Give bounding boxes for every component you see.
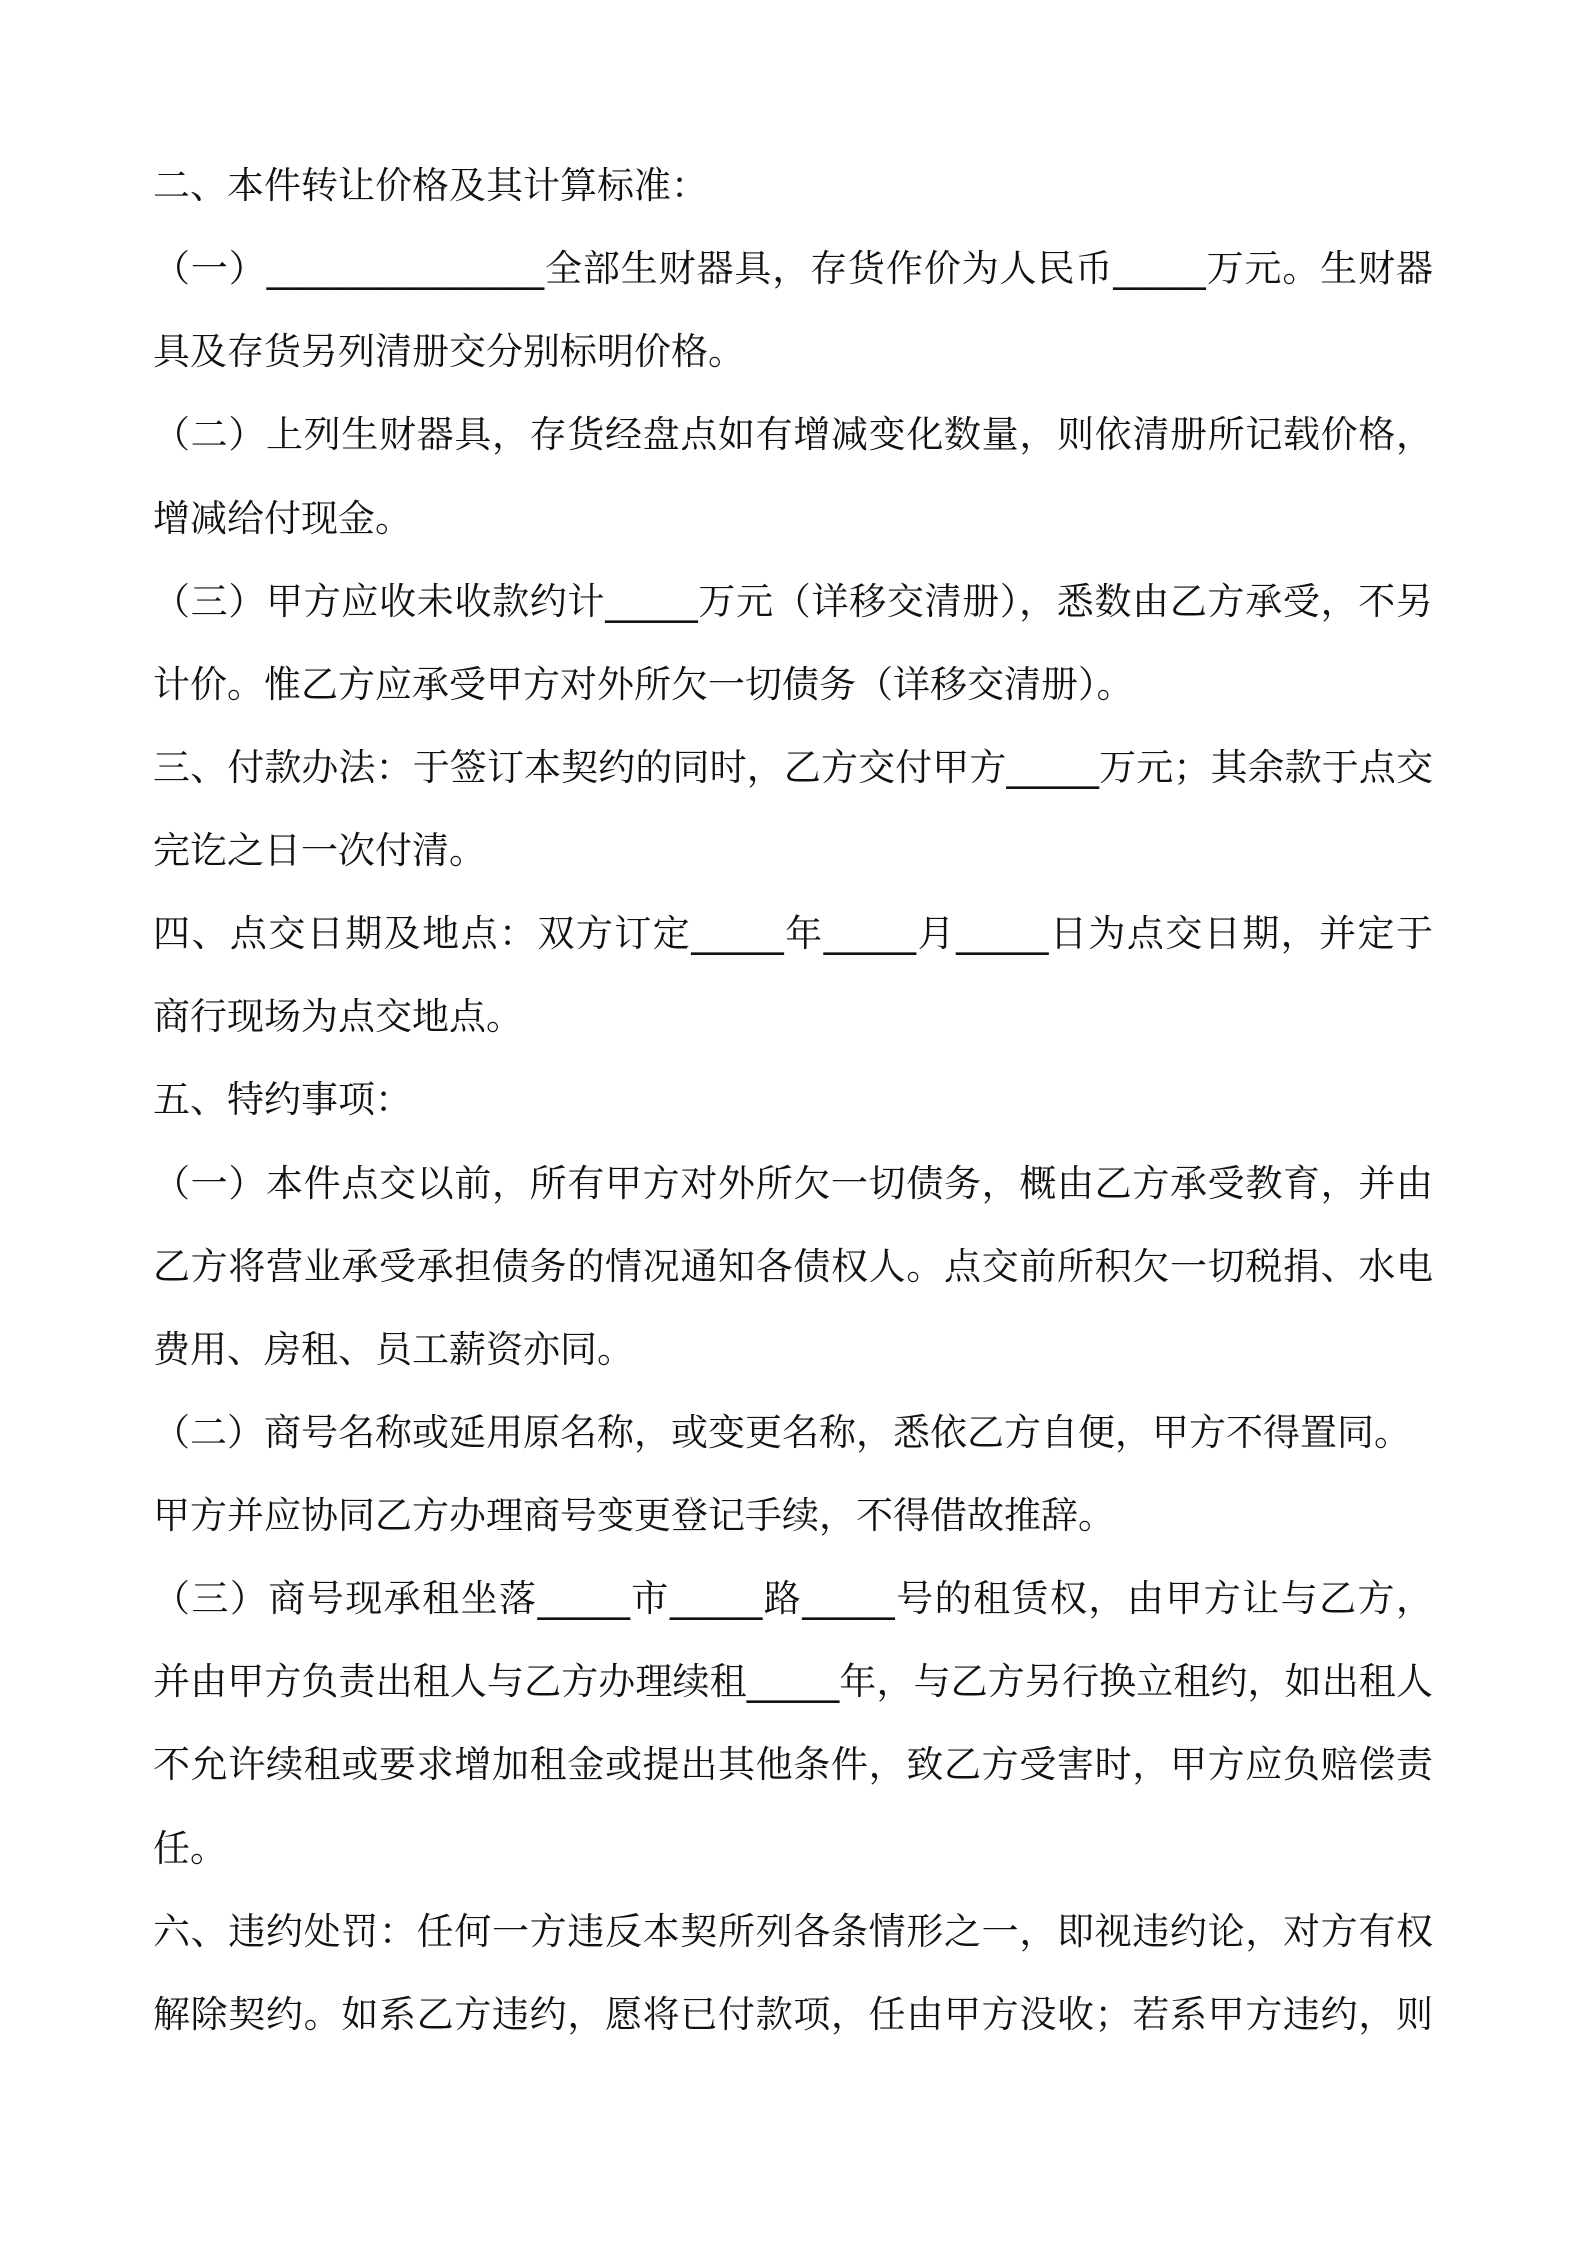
pricing-clause-3-line: 计价。惟乙方应承受甲方对外所欠一切债务（详移交清册）。 xyxy=(153,662,1134,706)
special-terms-heading: 五、特约事项： xyxy=(153,1078,412,1122)
pricing-clause-2-line: 增减给付现金。 xyxy=(153,496,412,540)
breach-penalty-section-line: 解除契约。如系乙方违约，愿将已付款项，任由甲方没收；若系甲方违约，则 xyxy=(153,1992,1433,2036)
pricing-clause-1-line: （一）_______________全部生财器具，存货作价为人民币_____万元。生财器 xyxy=(153,247,1433,291)
breach-penalty-section-line: 六、违约处罚：任何一方违反本契所列各条情形之一，即视违约论，对方有权 xyxy=(153,1909,1433,1953)
pricing-section-heading: 二、本件转让价格及其计算标准： xyxy=(153,164,708,207)
special-terms-clause-2-line: 甲方并应协同乙方办理商号变更登记手续，不得借故推辞。 xyxy=(153,1494,1115,1537)
special-terms-clause-3-line: 不允许续租或要求增加租金或提出其他条件，致乙方受害时，甲方应负赔偿责 xyxy=(153,1743,1433,1787)
pricing-clause-2-line: （二）上列生财器具，存货经盘点如有增减变化数量，则依清册所记载价格， xyxy=(153,413,1433,457)
handover-section-line: 商行现场为点交地点。 xyxy=(153,995,523,1039)
special-terms-clause-1-line: 乙方将营业承受承担债务的情况通知各债权人。点交前所积欠一切税捐、水电 xyxy=(153,1244,1433,1288)
special-terms-clause-1-line: （一）本件点交以前，所有甲方对外所欠一切债务，概由乙方承受教育，并由 xyxy=(153,1161,1433,1205)
payment-section-line: 完讫之日一次付清。 xyxy=(153,829,486,872)
special-terms-clause-3-line: 任。 xyxy=(153,1826,227,1870)
contract-body xyxy=(153,144,1433,2056)
pricing-clause-3-line: （三）甲方应收未收款约计_____万元（详移交清册），悉数由乙方承受，不另 xyxy=(153,579,1433,623)
special-terms-clause-3-line: 并由甲方负责出租人与乙方办理续租_____年，与乙方另行换立租约，如出租人 xyxy=(153,1660,1433,1704)
payment-section-line: 三、付款办法：于签订本契约的同时，乙方交付甲方_____万元；其余款于点交 xyxy=(153,745,1433,789)
handover-section-line: 四、点交日期及地点：双方订定_____年_____月_____日为点交日期，并定于 xyxy=(153,912,1433,956)
special-terms-clause-1-line: 费用、房租、员工薪资亦同。 xyxy=(153,1327,634,1371)
pricing-clause-1-line: 具及存货另列清册交分别标明价格。 xyxy=(153,330,745,374)
special-terms-clause-3-line: （三）商号现承租坐落_____市_____路_____号的租赁权，由甲方让与乙方， xyxy=(153,1577,1433,1621)
special-terms-clause-2-line: （二）商号名称或延用原名称，或变更名称，悉依乙方自便，甲方不得置同。 xyxy=(153,1410,1411,1454)
